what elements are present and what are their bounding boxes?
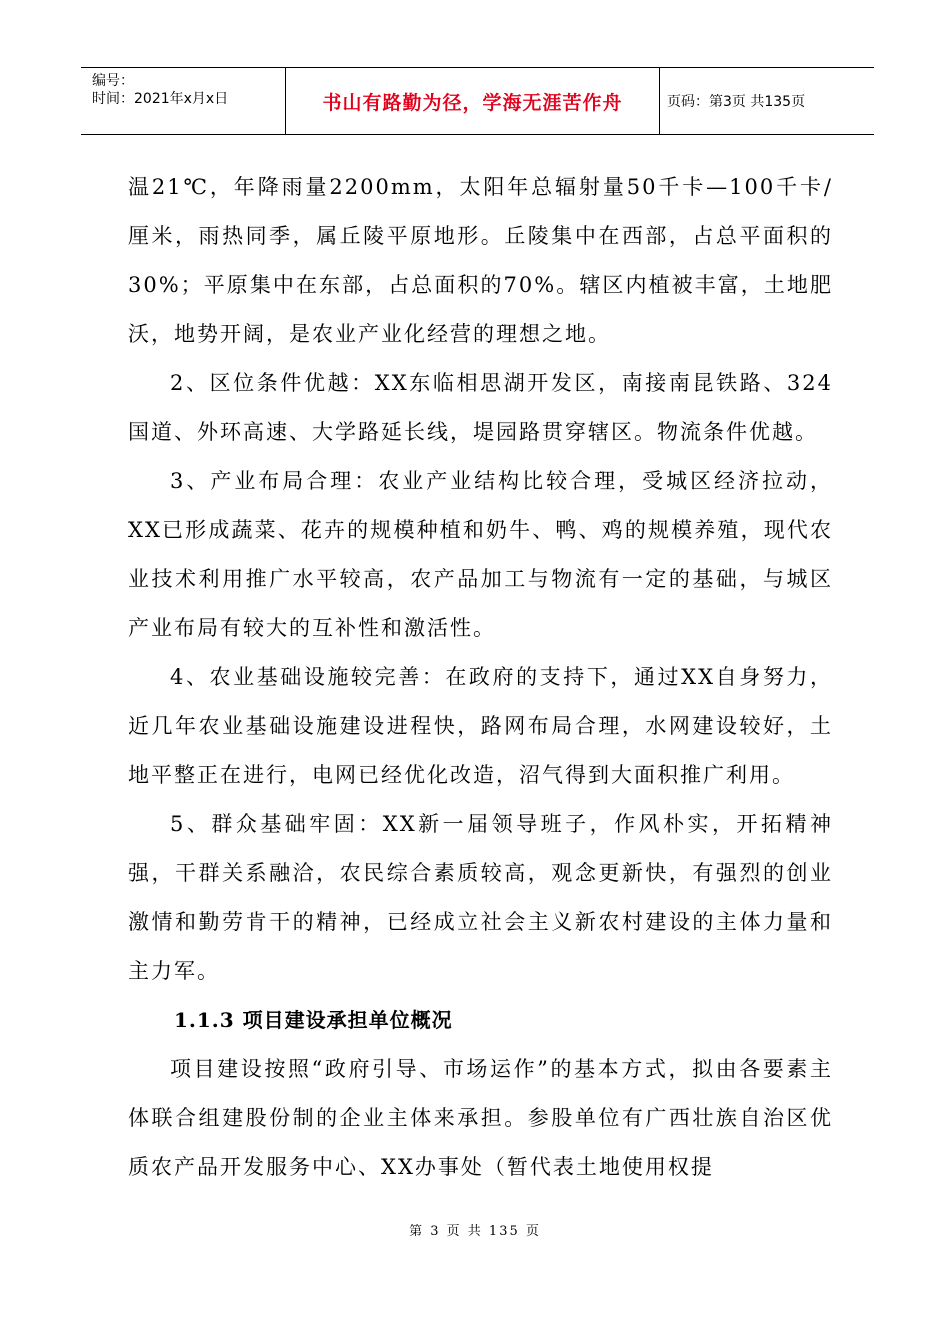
paragraph-community: 5、群众基础牢固：XX新一届领导班子，作风朴实，开拓精神强，干群关系融洽，农民综合素质较高，观念更新快，有强烈的创业激情和勤劳肯干的精神，已经成立社会主义新农村建设的主体力量和主力军。 xyxy=(128,812,833,983)
header-page-info: 页码：第3页 共135页 xyxy=(667,94,806,110)
section-heading: 1.1.3 项目建设承担单位概况 xyxy=(174,1008,453,1032)
document-body xyxy=(128,163,833,1192)
paragraph-project-unit: 项目建设按照“政府引导、市场运作”的基本方式，拟由各要素主体联合组建股份制的企业主体来承担。参股单位有广西壮族自治区优质农产品开发服务中心、XX办事处（暂代表土地使用权提 xyxy=(128,1057,833,1179)
paragraph-industry: 3、产业布局合理：农业产业结构比较合理，受城区经济拉动，XX已形成蔬菜、花卉的规模种植和奶牛、鸭、鸡的规模养殖，现代农业技术利用推广水平较高，农产品加工与物流有一定的基础，与城区产业布局有较大的互补性和激活性。 xyxy=(128,469,833,640)
paragraph-infrastructure: 4、农业基础设施较完善：在政府的支持下，通过XX自身努力，近几年农业基础设施建设进程快，路网布局合理，水网建设较好，土地平整正在进行，电网已经优化改造，沼气得到大面积推广利用。 xyxy=(128,665,833,787)
header-page-cell xyxy=(660,68,874,134)
header-motto: 书山有路勤为径，学海无涯苦作舟 xyxy=(322,91,623,114)
document-date: 时间：2021年x月x日 xyxy=(92,91,229,107)
header-motto-cell xyxy=(286,68,660,134)
document-number-label: 编号： xyxy=(92,73,134,89)
paragraph-climate: 温21℃，年降雨量2200mm，太阳年总辐射量50千卡—100千卡/厘米，雨热同季，属丘陵平原地形。丘陵集中在西部，占总平面积的30%；平原集中在东部，占总面积的70%。辖区内植被丰富，土地肥沃，地势开阔，是农业产业化经营的理想之地。 xyxy=(128,175,833,346)
page-footer: 第 3 页 共 135 页 xyxy=(409,1224,541,1239)
paragraph-location: 2、区位条件优越：XX东临相思湖开发区，南接南昆铁路、324国道、外环高速、大学路延长线，堤园路贯穿辖区。物流条件优越。 xyxy=(128,371,833,444)
document-header xyxy=(81,67,874,135)
header-meta-cell xyxy=(81,68,286,134)
